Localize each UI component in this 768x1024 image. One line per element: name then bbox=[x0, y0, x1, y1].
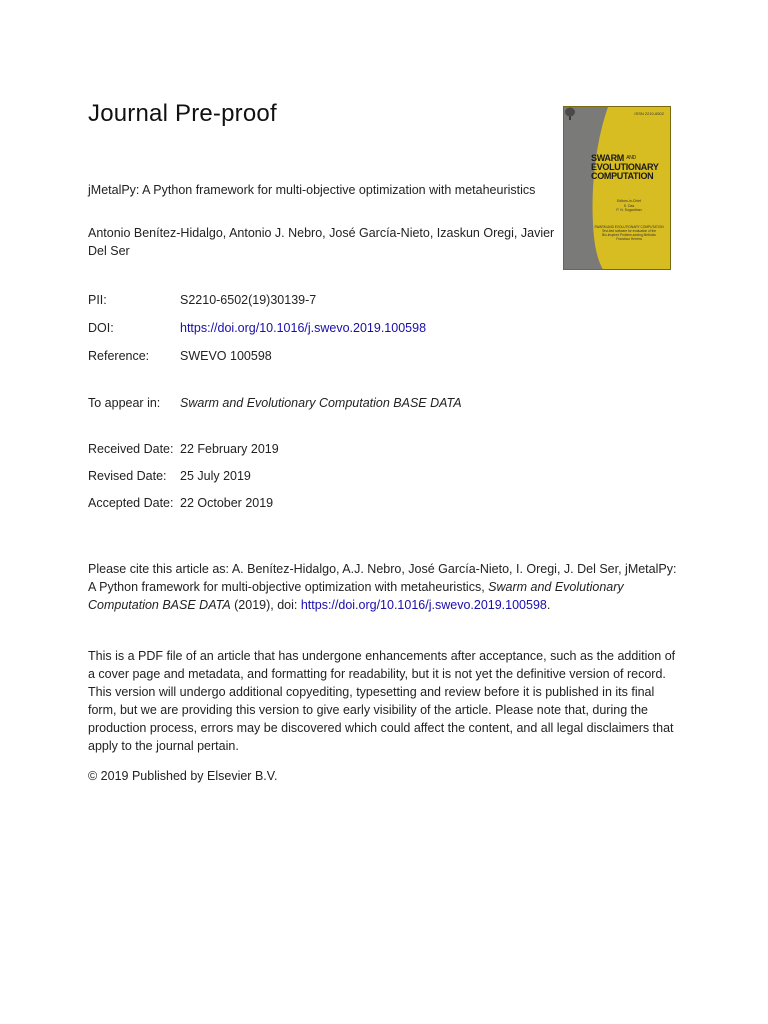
reference-value: SWEVO 100598 bbox=[180, 349, 272, 363]
pii-label: PII: bbox=[88, 293, 107, 307]
pre-proof-notice: This is a PDF file of an article that has undergone enhancements after acceptance, such as the addition of a cover page and metadata, and formatting for readability, but it is not yet the definitive version of record. This version will undergo additional copyediting, typesetting and review before it is published in its final form, but we are providing this version to give early visibility of the article. Please note that, during the production process, errors may be discovered which could affect the content, and all legal disclaimers that apply to the journal pertain. bbox=[88, 649, 676, 753]
cover-special-line2: Bio-inspired Problem-solving Methods bbox=[602, 233, 656, 237]
revised-date: 25 July 2019 bbox=[180, 469, 251, 483]
citation-prefix: Please cite this article as: A. Benítez-Hidalgo, A.J. Nebro, José García-Nieto, I. Oregi, J. Del Ser, jMetalPy: A Python framework for multi-objective optimization with metaheuristics, bbox=[88, 562, 677, 594]
doi-link[interactable]: https://doi.org/10.1016/j.swevo.2019.100598 bbox=[180, 321, 427, 335]
cover-special-line1: Test-bed software for evaluation of the bbox=[601, 229, 657, 233]
doi-label: DOI: bbox=[88, 321, 114, 335]
cover-swoosh-graphic bbox=[564, 107, 671, 270]
elsevier-tree-logo-icon bbox=[564, 107, 576, 121]
cover-title-line2: EVOLUTIONARY bbox=[591, 162, 659, 172]
journal-cover-image bbox=[563, 106, 671, 270]
cover-special-title: SWARM AND EVOLUTIONARY COMPUTATION bbox=[594, 225, 664, 229]
cover-journal-title bbox=[591, 154, 671, 181]
article-authors: Antonio Benítez-Hidalgo, Antonio J. Nebro, José García-Nieto, Izaskun Oregi, Javier Del Ser bbox=[88, 226, 555, 258]
cover-editor-2: P. N. Suganthan bbox=[616, 208, 642, 212]
cover-issn: ISSN 2210-6502 bbox=[634, 111, 664, 116]
cover-special-issue bbox=[594, 225, 664, 241]
journal-pre-proof-heading: Journal Pre-proof bbox=[88, 100, 277, 127]
revised-label: Revised Date: bbox=[88, 469, 167, 483]
reference-label: Reference: bbox=[88, 349, 150, 363]
copyright-line: © 2019 Published by Elsevier B.V. bbox=[88, 769, 278, 783]
to-appear-label: To appear in: bbox=[88, 396, 161, 410]
cover-editors bbox=[594, 199, 664, 213]
citation-journal: Swarm and Evolutionary Computation BASE DATA bbox=[88, 580, 624, 612]
cover-title-line1: SWARM bbox=[591, 153, 624, 163]
cover-editors-label: Editors-in-Chief bbox=[616, 199, 642, 203]
cover-title-and: AND bbox=[626, 155, 636, 161]
citation-suffix: . bbox=[546, 598, 551, 612]
cover-special-line3: Francisco Herrera bbox=[616, 237, 642, 241]
received-label: Received Date: bbox=[88, 442, 174, 456]
to-appear-journal: Swarm and Evolutionary Computation BASE DATA bbox=[180, 396, 462, 410]
accepted-label: Accepted Date: bbox=[88, 496, 174, 510]
received-date: 22 February 2019 bbox=[180, 442, 279, 456]
citation-year-doi: (2019), doi: bbox=[230, 598, 301, 612]
cover-editor-1: S. Das bbox=[623, 203, 635, 208]
accepted-date: 22 October 2019 bbox=[180, 496, 274, 510]
citation-doi-link[interactable]: https://doi.org/10.1016/j.swevo.2019.100598 bbox=[300, 598, 547, 612]
citation-paragraph bbox=[88, 560, 678, 614]
article-title: jMetalPy: A Python framework for multi-objective optimization with metaheuristics bbox=[88, 183, 536, 197]
cover-title-line3: COMPUTATION bbox=[591, 171, 654, 181]
pii-value: S2210-6502(19)30139-7 bbox=[180, 293, 317, 307]
